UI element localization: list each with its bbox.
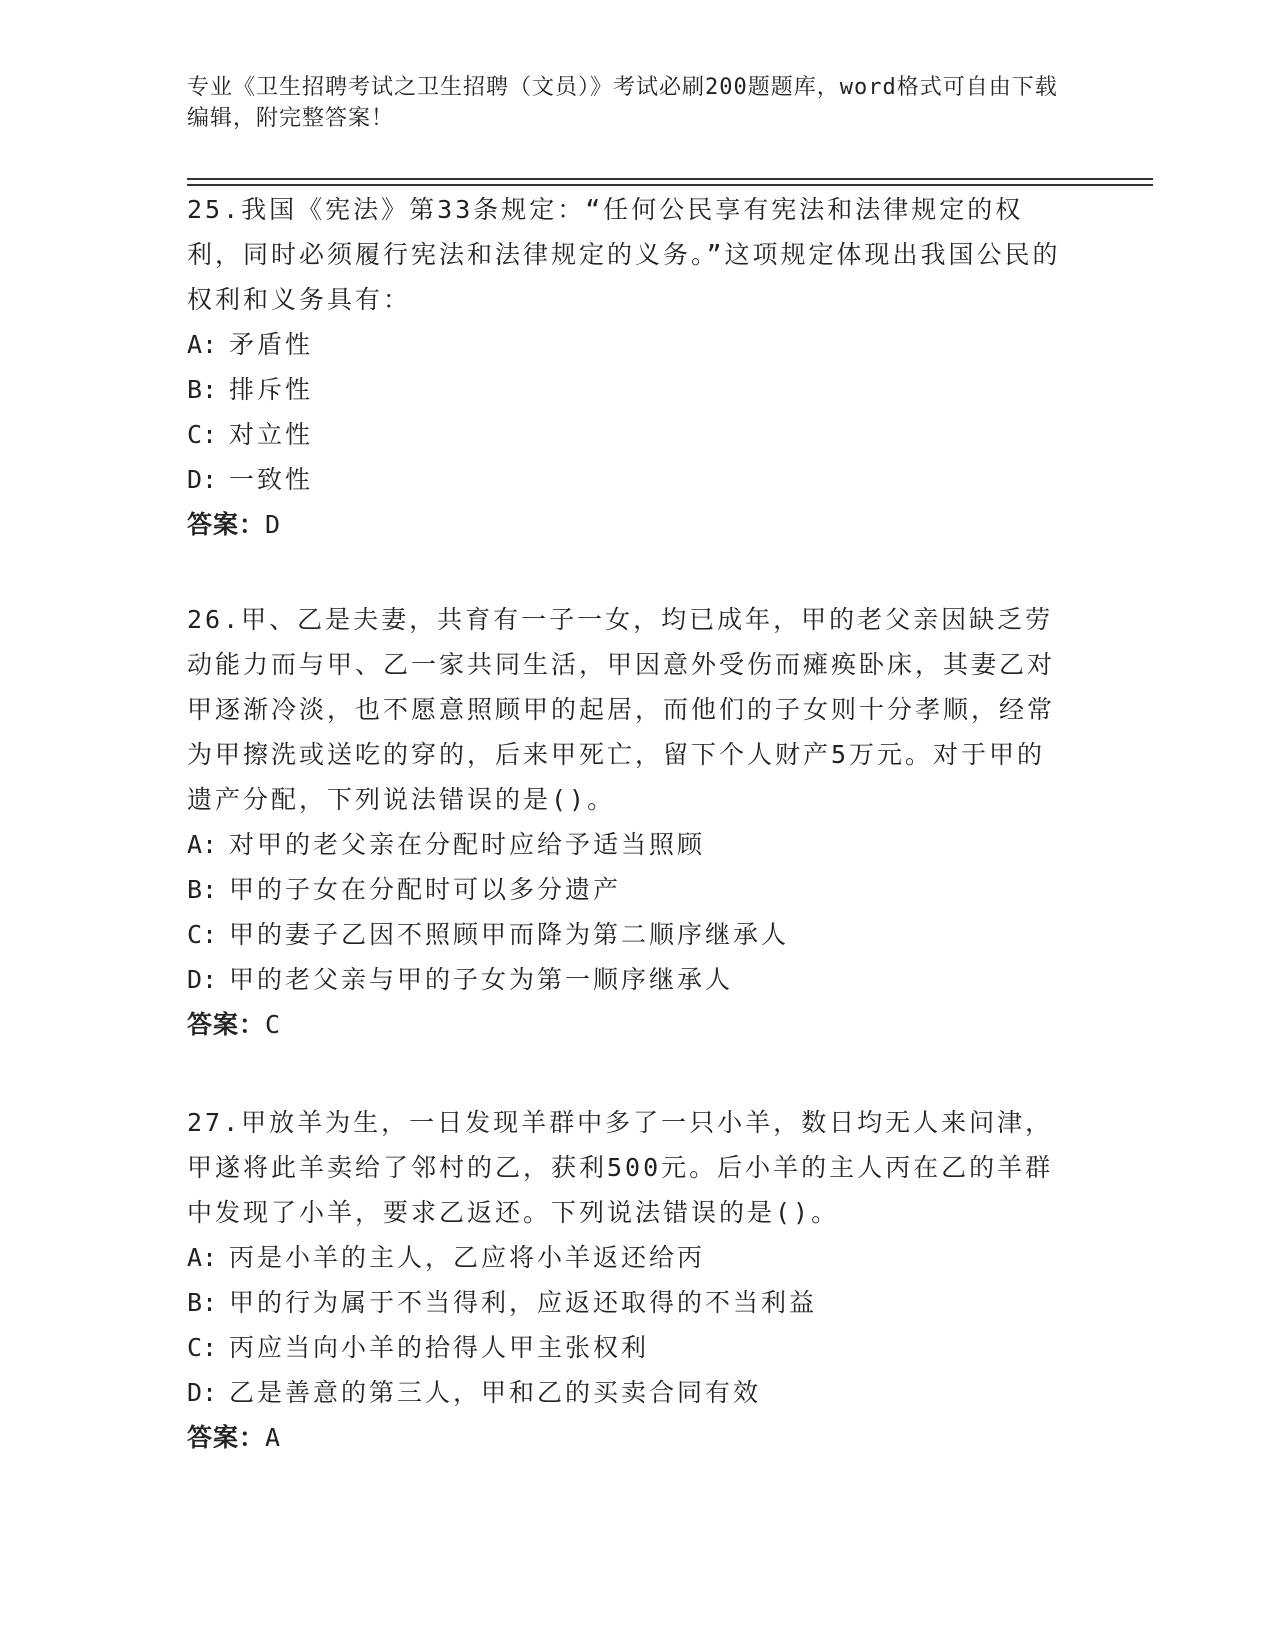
answer-value: D — [265, 510, 282, 539]
option-text: 一致性 — [229, 465, 314, 494]
document-header: 专业《卫生招聘考试之卫生招聘（文员）》考试必刷200题题库，word格式可自由下载编辑，附完整答案！ — [187, 75, 1058, 131]
option-c — [187, 412, 1067, 457]
option-key: D: — [187, 1378, 218, 1407]
option-b — [187, 367, 1067, 412]
option-text: 乙是善意的第三人，甲和乙的买卖合同有效 — [229, 1378, 762, 1407]
option-key: C: — [187, 1333, 218, 1362]
option-key: A: — [187, 330, 218, 359]
option-d — [187, 457, 1067, 502]
option-key: B: — [187, 1288, 218, 1317]
option-d — [187, 1370, 1067, 1415]
question-stem: 25.我国《宪法》第33条规定：“任何公民享有宪法和法律规定的权利，同时必须履行宪法和法律规定的义务。”这项规定体现出我国公民的权利和义务具有： — [187, 195, 1061, 314]
option-d — [187, 957, 1067, 1002]
option-a — [187, 1235, 1067, 1280]
answer-line — [187, 502, 1067, 547]
question-stem: 27.甲放羊为生，一日发现羊群中多了一只小羊，数日均无人来问津，甲遂将此羊卖给了邻村的乙，获利500元。后小羊的主人丙在乙的羊群中发现了小羊，要求乙返还。下列说法错误的是()。 — [187, 1108, 1054, 1227]
option-key: C: — [187, 920, 218, 949]
option-text: 甲的老父亲与甲的子女为第一顺序继承人 — [229, 965, 734, 994]
option-key: D: — [187, 965, 218, 994]
question-stem: 26.甲、乙是夫妻，共育有一子一女，均已成年，甲的老父亲因缺乏劳动能力而与甲、乙一家共同生活，甲因意外受伤而瘫痪卧床，其妻乙对甲逐渐冷淡，也不愿意照顾甲的起居，而他们的子女则十分孝顺，经常为甲擦洗或送吃的穿的，后来甲死亡，留下个人财产5万元。对于甲的遗产分配，下列说法错误的是()。 — [187, 605, 1056, 814]
option-text: 甲的妻子乙因不照顾甲而降为第二顺序继承人 — [229, 920, 790, 949]
option-key: A: — [187, 1243, 218, 1272]
answer-line — [187, 1415, 1067, 1460]
answer-value: A — [265, 1423, 282, 1452]
option-text: 排斥性 — [229, 375, 314, 404]
answer-label: 答案： — [187, 510, 266, 539]
option-a — [187, 822, 1067, 867]
option-text: 丙是小羊的主人，乙应将小羊返还给丙 — [229, 1243, 706, 1272]
option-text: 对甲的老父亲在分配时应给予适当照顾 — [229, 830, 706, 859]
option-key: A: — [187, 830, 218, 859]
option-key: B: — [187, 375, 218, 404]
option-text: 丙应当向小羊的拾得人甲主张权利 — [229, 1333, 650, 1362]
answer-value: C — [265, 1010, 282, 1039]
answer-label: 答案： — [187, 1423, 266, 1452]
option-text: 甲的行为属于不当得利，应返还取得的不当利益 — [229, 1288, 818, 1317]
option-key: B: — [187, 875, 218, 904]
option-b — [187, 1280, 1067, 1325]
question-26 — [187, 597, 1067, 1047]
answer-label: 答案： — [187, 1010, 266, 1039]
option-key: D: — [187, 465, 218, 494]
option-c — [187, 1325, 1067, 1370]
option-text: 甲的子女在分配时可以多分遗产 — [229, 875, 622, 904]
question-25 — [187, 187, 1067, 547]
option-a — [187, 322, 1067, 367]
option-text: 对立性 — [229, 420, 314, 449]
header-divider-top — [187, 178, 1153, 180]
answer-line — [187, 1002, 1067, 1047]
header-divider-bottom — [187, 184, 1153, 186]
question-27 — [187, 1100, 1067, 1460]
option-c — [187, 912, 1067, 957]
option-b — [187, 867, 1067, 912]
option-text: 矛盾性 — [229, 330, 314, 359]
option-key: C: — [187, 420, 218, 449]
